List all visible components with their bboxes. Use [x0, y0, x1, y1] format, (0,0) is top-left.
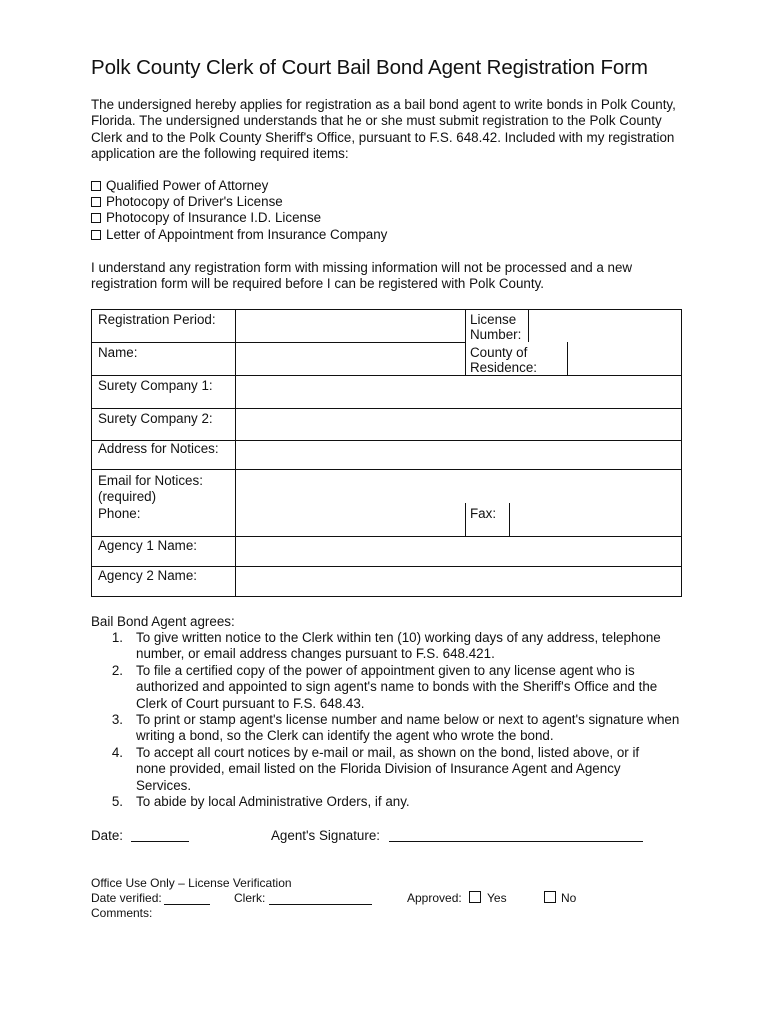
license-number-field[interactable]: [529, 310, 681, 342]
address-label: Address for Notices:: [98, 441, 219, 456]
agreement-number: 1.: [111, 630, 123, 645]
surety-company-1-label: Surety Company 1:: [98, 378, 213, 393]
registration-table: [91, 309, 682, 597]
license-number-label-1: License: [470, 312, 517, 327]
surety-company-2-field[interactable]: [236, 409, 681, 440]
clerk-label: Clerk:: [234, 891, 266, 905]
checklist-label: Qualified Power of Attorney: [106, 178, 269, 193]
email-field[interactable]: [236, 470, 681, 503]
county-field[interactable]: [568, 343, 681, 375]
email-label-1: Email for Notices:: [98, 473, 203, 488]
phone-field[interactable]: [236, 503, 465, 536]
intro-paragraph: The undersigned hereby applies for registration as a bail bond agent to write bonds in Polk County, Florida. The undersigned understands that he or she must submit registration to the Polk County Clerk and to the Polk County Sheriff's Office, pursuant to F.S. 648.42. Included with my registration application are the following required items:: [91, 97, 676, 162]
date-field[interactable]: [131, 840, 189, 842]
agreement-number: 2.: [111, 663, 123, 678]
date-label: Date:: [91, 828, 124, 843]
checklist-item: [91, 194, 283, 210]
clerk-field[interactable]: [269, 903, 372, 905]
checkbox[interactable]: [91, 213, 101, 223]
checkbox[interactable]: [91, 181, 101, 191]
checkbox[interactable]: [91, 230, 101, 240]
agency-2-label: Agency 2 Name:: [98, 568, 197, 583]
approved-yes-checkbox[interactable]: [469, 891, 481, 903]
signature-label: Agent's Signature:: [271, 828, 381, 843]
date-verified-label: Date verified:: [91, 891, 162, 905]
agreement-number: 5.: [111, 794, 123, 809]
checklist-label: Photocopy of Insurance I.D. License: [106, 210, 322, 225]
fax-field[interactable]: [510, 503, 681, 536]
checklist-item: [91, 210, 321, 226]
agreement-text: To accept all court notices by e-mail or mail, as shown on the bond, listed above, or if none provided, email listed on the Florida Division of Insurance Agent and Agency Services.: [136, 745, 640, 793]
surety-company-1-field[interactable]: [236, 376, 681, 408]
comments-label: Comments:: [91, 906, 153, 920]
approved-yes-label: Yes: [487, 891, 507, 905]
approved-no-label: No: [561, 891, 577, 905]
checklist-label: Letter of Appointment from Insurance Company: [106, 227, 388, 242]
license-number-label-2: Number:: [470, 327, 522, 342]
fax-label: Fax:: [470, 506, 497, 521]
signature-field[interactable]: [389, 840, 643, 842]
agreements-heading: Bail Bond Agent agrees:: [91, 614, 235, 629]
checkbox[interactable]: [91, 197, 101, 207]
agency-1-label: Agency 1 Name:: [98, 538, 197, 553]
registration-period-field[interactable]: [236, 310, 465, 342]
email-label-2: (required): [98, 489, 157, 504]
agency-2-field[interactable]: [236, 567, 681, 596]
agreement-text: To abide by local Administrative Orders, if any.: [136, 794, 410, 809]
date-verified-field[interactable]: [164, 903, 210, 905]
registration-period-label: Registration Period:: [98, 312, 216, 327]
agreement-number: 4.: [111, 745, 123, 760]
agency-1-field[interactable]: [236, 537, 681, 566]
agreement-number: 3.: [111, 712, 123, 727]
approved-no-checkbox[interactable]: [544, 891, 556, 903]
surety-company-2-label: Surety Company 2:: [98, 411, 213, 426]
county-label-2: Residence:: [470, 360, 537, 375]
checklist-item: [91, 178, 268, 194]
name-label: Name:: [98, 345, 138, 360]
phone-label: Phone:: [98, 506, 141, 521]
agreement-text: To give written notice to the Clerk within ten (10) working days of any address, telephone number, or email address changes pursuant to F.S. 648.421.: [136, 630, 661, 662]
checklist-item: [91, 227, 387, 243]
name-field[interactable]: [236, 343, 465, 375]
office-use-heading: Office Use Only – License Verification: [91, 876, 292, 890]
checklist-label: Photocopy of Driver's License: [106, 194, 283, 209]
notice-paragraph: I understand any registration form with missing information will not be processed and a new registration form will be required before I can be registered with Polk County.: [91, 260, 633, 292]
page-title: Polk County Clerk of Court Bail Bond Agent Registration Form: [91, 56, 648, 79]
agreement-text: To file a certified copy of the power of appointment given to any license agent who is authorized and appointed to sign agent's name to bonds with the Sheriff's Office and the Clerk of Court pursuant to F.S. 648.43.: [136, 663, 658, 711]
approved-label: Approved:: [407, 891, 462, 905]
address-field[interactable]: [236, 441, 681, 469]
agreement-text: To print or stamp agent's license number and name below or next to agent's signature when writing a bond, so the Clerk can identify the agent who wrote the bond.: [136, 712, 680, 744]
county-label-1: County of: [470, 345, 528, 360]
